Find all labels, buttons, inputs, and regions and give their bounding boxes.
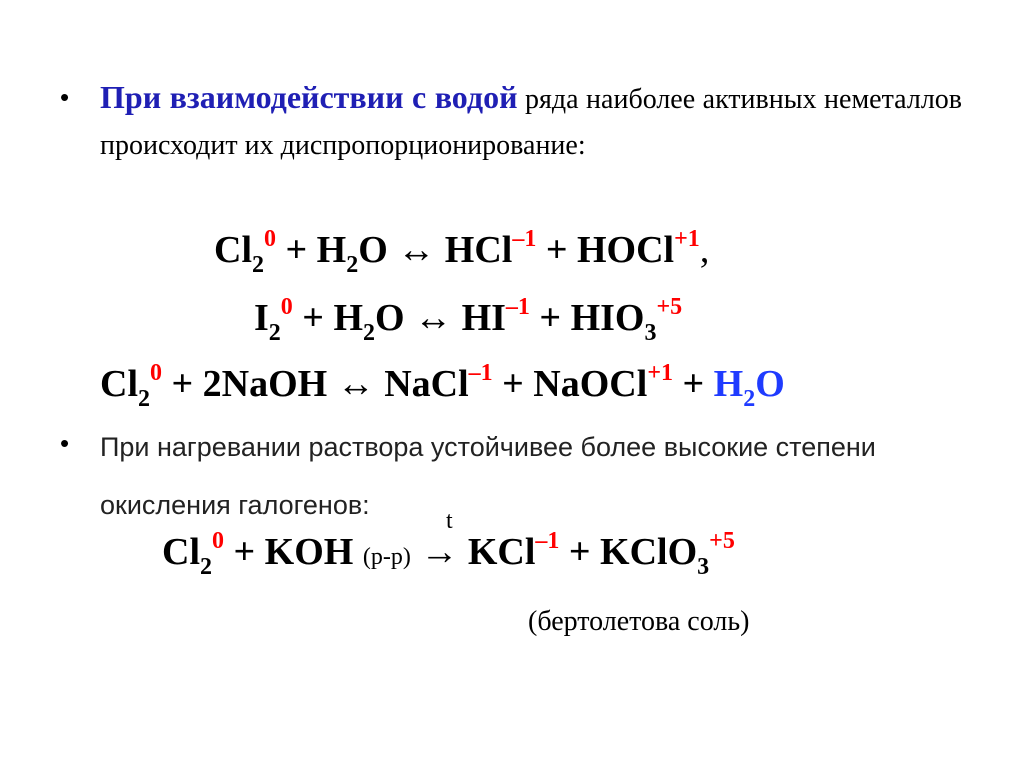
- eq1-oxidation-plus1: +1: [674, 226, 700, 252]
- eq3-water-subscript: 2: [743, 386, 756, 412]
- caption-berthollet-salt: (бертолетова соль): [528, 606, 750, 637]
- eq4-product-subscript: 3: [697, 554, 710, 580]
- eq1-subscript: 2: [252, 252, 264, 278]
- equation-chlorine-naoh: [100, 360, 785, 413]
- eq3-product-2: + NaOCl: [492, 363, 648, 405]
- paragraph-lead: При взаимодействии с водой: [100, 79, 518, 115]
- eq4-solution-label: (р-р): [362, 544, 411, 570]
- eq1-product-1: O ↔ HCl: [358, 229, 513, 271]
- eq4-reactant: Cl: [162, 531, 200, 573]
- bullet-marker-2: •: [60, 428, 70, 458]
- eq4-oxidation-0: 0: [212, 528, 224, 554]
- reaction-condition-heat: t: [446, 508, 453, 534]
- eq3-product-1: + 2NaOH ↔ NaCl: [162, 363, 469, 405]
- eq1-product-2: + HOCl: [536, 229, 675, 271]
- eq2-water: + H: [292, 297, 364, 339]
- eq1-oxidation-minus1: –1: [512, 226, 537, 252]
- eq3-reactant: Cl: [100, 363, 138, 405]
- eq4-subscript: 2: [200, 554, 212, 580]
- eq1-reactant: Cl: [214, 229, 252, 271]
- eq4-oxidation-minus1: –1: [535, 528, 560, 554]
- eq3-plus: +: [673, 363, 714, 405]
- eq3-water: [713, 363, 785, 412]
- eq2-oxidation-0: 0: [280, 294, 293, 320]
- equation-iodine-water: [254, 294, 682, 347]
- equation-chlorine-koh: [162, 528, 735, 581]
- eq3-subscript: 2: [138, 386, 150, 412]
- paragraph-heating: При нагревании раствора устойчивее более высокие степени окисления галогенов:: [100, 432, 876, 520]
- eq2-subscript: 2: [268, 320, 281, 346]
- eq3-water-o: O: [755, 363, 785, 405]
- eq2-water-subscript: 2: [363, 320, 376, 346]
- eq4-product-1: → KCl: [410, 531, 536, 573]
- equation-chlorine-water: [214, 226, 709, 279]
- eq4-oxidation-plus5: +5: [709, 528, 735, 554]
- eq1-water-subscript: 2: [346, 252, 359, 278]
- eq3-water-h: H: [713, 363, 744, 405]
- eq3-oxidation-plus1: +1: [647, 360, 673, 386]
- eq2-product-2: + HIO: [529, 297, 645, 339]
- eq4-product-2: + KClO: [559, 531, 698, 573]
- eq2-reactant: I: [254, 297, 269, 339]
- eq3-oxidation-0: 0: [150, 360, 162, 386]
- eq4-koh: + KOH: [224, 531, 363, 573]
- eq2-oxidation-plus5: +5: [656, 294, 683, 320]
- bullet-marker-1: •: [60, 82, 70, 112]
- paragraph-rest: ряда наиболее активных неметаллов происходит их диспропорционирование:: [100, 84, 963, 161]
- eq3-oxidation-minus1: –1: [468, 360, 493, 386]
- eq1-oxidation-0: 0: [264, 226, 276, 252]
- eq1-comma: ,: [699, 229, 710, 271]
- eq1-water: + H: [276, 229, 347, 271]
- eq2-product-1: O ↔ HI: [375, 297, 506, 339]
- eq2-oxidation-minus1: –1: [505, 294, 530, 320]
- eq2-product-subscript: 3: [644, 320, 657, 346]
- paragraph-dissociation: [100, 74, 962, 169]
